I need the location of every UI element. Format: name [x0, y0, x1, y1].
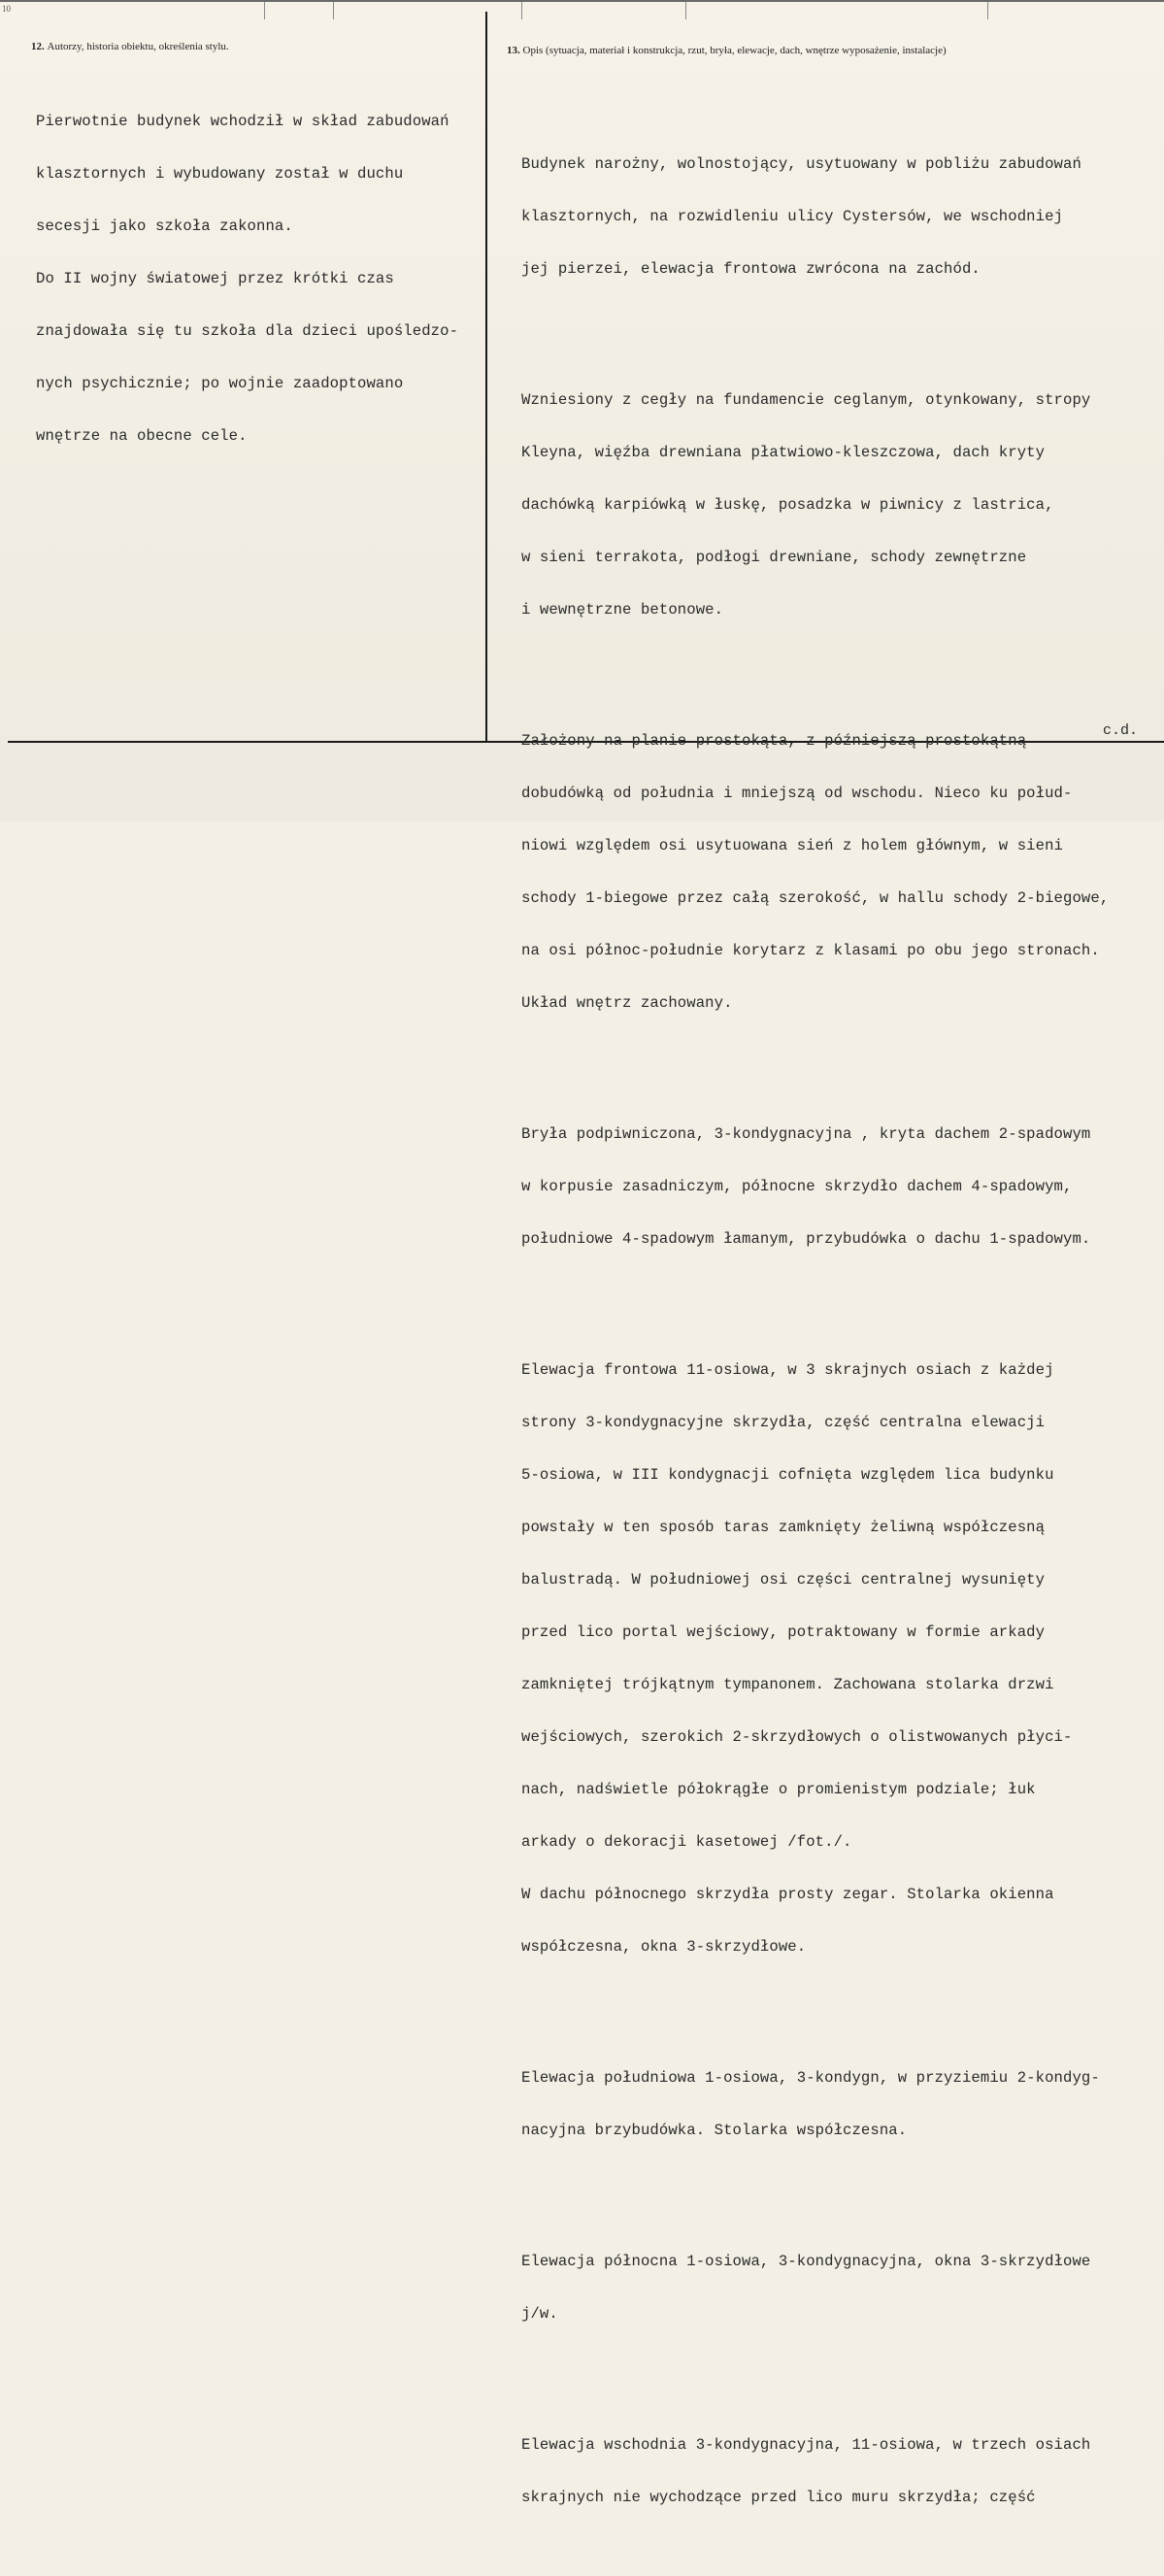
- text-line: Układ wnętrz zachowany.: [521, 994, 733, 1012]
- column-divider: [485, 12, 487, 742]
- text-line: wnętrze na obecne cele.: [36, 427, 248, 445]
- section-13-title: Opis (sytuacja, materiał i konstrukcja, rzut, bryła, elewacje, dach, wnętrze wyposażenie, instalacje): [522, 45, 947, 56]
- text-line: w sieni terrakota, podłogi drewniane, schody zewnętrzne: [521, 549, 1027, 566]
- text-line: niowi względem osi usytuowana sień z holem głównym, w sieni: [521, 837, 1064, 854]
- text-line: 5-osiowa, w III kondygnacji cofnięta względem lica budynku: [521, 1466, 1054, 1484]
- section-13-number: 13.: [507, 45, 520, 56]
- section-13-header: [507, 45, 947, 56]
- text-line: nych psychicznie; po wojnie zaadoptowano: [36, 375, 404, 392]
- text-line: znajdowała się tu szkoła dla dzieci upośledzo-: [36, 322, 459, 340]
- text-line: Budynek narożny, wolnostojący, usytuowany w pobliżu zabudowań: [521, 155, 1081, 173]
- text-line: klasztornych, na rozwidleniu ulicy Cystersów, we wschodniej: [521, 208, 1064, 225]
- text-line: przed lico portal wejściowy, potraktowany w formie arkady: [521, 1623, 1046, 1641]
- paragraph: [521, 1090, 1109, 1283]
- section-13-body: [521, 85, 1109, 2576]
- tick-mark: [987, 2, 988, 19]
- paragraph: [521, 2401, 1109, 2541]
- text-line: powstały w ten sposób taras zamknięty żeliwną współczesną: [521, 1519, 1046, 1536]
- top-border: [0, 0, 1164, 2]
- text-line: skrajnych nie wychodzące przed lico muru skrzydła; część: [521, 2489, 1036, 2506]
- text-line: j/w.: [521, 2305, 558, 2323]
- text-line: arkady o dekoracji kasetowej /fot./.: [521, 1833, 852, 1851]
- text-line: na osi północ-południe korytarz z klasami po obu jego stronach.: [521, 942, 1100, 959]
- text-line: Do II wojny światowej przez krótki czas: [36, 270, 394, 287]
- tick-mark: [685, 2, 686, 19]
- text-line: zamkniętej trójkątnym tympanonem. Zachowana stolarka drzwi: [521, 1676, 1054, 1693]
- text-line: jej pierzei, elewacja frontowa zwrócona na zachód.: [521, 260, 981, 278]
- paragraph: [521, 1326, 1109, 1991]
- section-12-header: [31, 41, 229, 52]
- text-line: wejściowych, szerokich 2-skrzydłowych o olistwowanych płyci-: [521, 1728, 1073, 1746]
- paragraph: [521, 2034, 1109, 2174]
- text-line: współczesna, okna 3-skrzydłowe.: [521, 1938, 807, 1956]
- text-line: Elewacja frontowa 11-osiowa, w 3 skrajnych osiach z każdej: [521, 1361, 1054, 1379]
- text-line: Wzniesiony z cegły na fundamencie ceglanym, otynkowany, stropy: [521, 391, 1091, 409]
- text-line: Założony na planie prostokąta, z późniejszą prostokątną: [521, 732, 1027, 750]
- paragraph: [521, 356, 1109, 653]
- tick-mark: [333, 2, 334, 19]
- paragraph: [521, 2218, 1109, 2358]
- section-12-title: Autorzy, historia obiektu, określenia stylu.: [47, 41, 229, 52]
- text-line: Elewacja południowa 1-osiowa, 3-kondygn, w przyziemiu 2-kondyg-: [521, 2069, 1100, 2087]
- text-line: południowe 4-spadowym łamanym, przybudówka o dachu 1-spadowym.: [521, 1230, 1091, 1248]
- text-line: secesji jako szkoła zakonna.: [36, 217, 293, 235]
- text-line: nacyjna brzybudówka. Stolarka współczesna.: [521, 2122, 908, 2139]
- tick-mark: [521, 2, 522, 19]
- text-line: Pierwotnie budynek wchodził w skład zabudowań: [36, 113, 449, 130]
- section-12-body: [36, 78, 458, 480]
- text-line: strony 3-kondygnacyjne skrzydła, część centralna elewacji: [521, 1414, 1046, 1431]
- tick-mark: [264, 2, 265, 19]
- text-line: Elewacja wschodnia 3-kondygnacyjna, 11-osiowa, w trzech osiach: [521, 2436, 1091, 2454]
- text-line: dobudówką od południa i mniejszą od wschodu. Nieco ku połud-: [521, 785, 1073, 802]
- text-line: Kleyna, więźba drewniana płatwiowo-kleszczowa, dach kryty: [521, 444, 1046, 461]
- text-line: Elewacja północna 1-osiowa, 3-kondygnacyjna, okna 3-skrzydłowe: [521, 2253, 1091, 2270]
- text-line: klasztornych i wybudowany został w duchu: [36, 165, 404, 183]
- text-line: dachówką karpiówką w łuskę, posadzka w piwnicy z lastrica,: [521, 496, 1054, 514]
- corner-mark: 10: [2, 4, 11, 14]
- text-line: W dachu północnego skrzydła prosty zegar. Stolarka okienna: [521, 1886, 1054, 1903]
- text-line: balustradą. W południowej osi części centralnej wysunięty: [521, 1571, 1046, 1589]
- text-line: schody 1-biegowe przez całą szerokość, w hallu schody 2-biegowe,: [521, 889, 1110, 907]
- text-line: w korpusie zasadniczym, północne skrzydło dachem 4-spadowym,: [521, 1178, 1073, 1195]
- section-12-number: 12.: [31, 41, 45, 52]
- text-line: Bryła podpiwniczona, 3-kondygnacyjna , kryta dachem 2-spadowym: [521, 1125, 1091, 1143]
- paragraph: [521, 697, 1109, 1047]
- continuation-mark: c.d.: [1103, 722, 1139, 739]
- text-line: nach, nadświetle półokrągłe o promienistym podziale; łuk: [521, 1781, 1036, 1798]
- text-line: i wewnętrzne betonowe.: [521, 601, 724, 619]
- paragraph: [521, 120, 1109, 313]
